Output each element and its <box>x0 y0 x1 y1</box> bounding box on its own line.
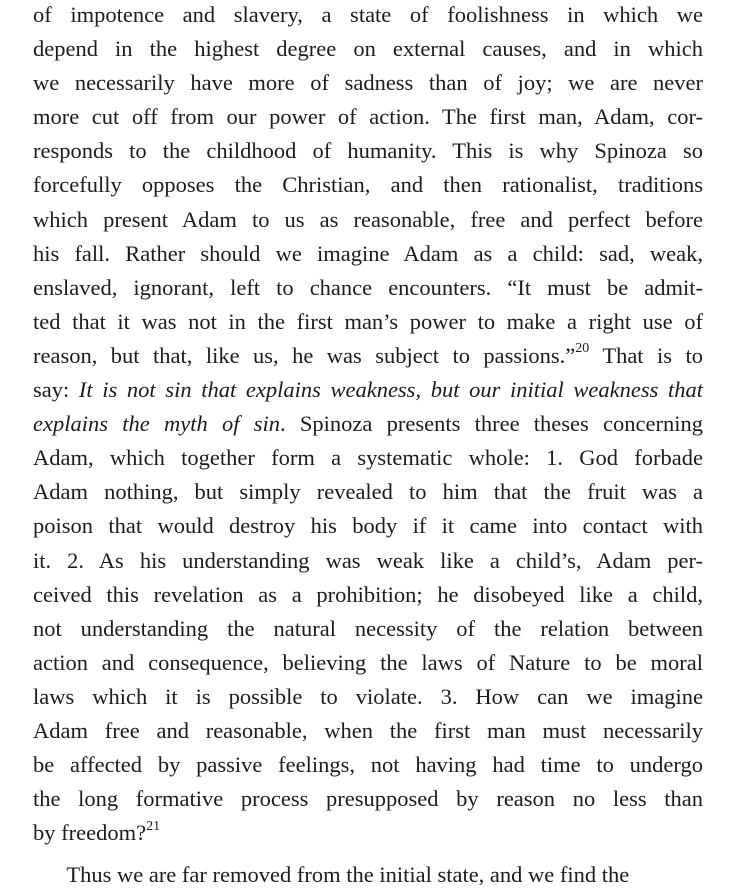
text-line <box>33 441 703 475</box>
text-line <box>33 100 703 134</box>
text-segment: ted that it was not in the first man’s power to make a right use of <box>33 308 703 334</box>
text-line <box>33 748 703 782</box>
text-line <box>33 32 703 66</box>
text-segment: laws which it is possible to violate. 3. How can we imagine <box>33 683 703 709</box>
text-line <box>33 646 703 680</box>
text-segment: the long formative process presupposed by reason no less than <box>33 786 703 812</box>
cut-off-text-line <box>33 858 703 892</box>
text-line <box>33 168 703 202</box>
text-segment: ceived this revelation as a prohibition; he disobeyed like a child, <box>33 581 703 607</box>
text-segment: responds to the childhood of humanity. This is why Spinoza so <box>33 138 703 164</box>
text-segment: forcefully opposes the Christian, and then rationalist, traditions <box>33 172 703 198</box>
text-line <box>33 407 703 441</box>
text-line <box>33 612 703 646</box>
text-line <box>33 0 703 32</box>
emphasized-text: explains the myth of sin <box>33 411 280 437</box>
text-segment: by freedom? <box>33 820 147 846</box>
emphasized-text: It is not sin that explains weakness, but our initial weakness that <box>78 377 704 403</box>
text-line <box>33 782 703 816</box>
text-line <box>33 816 703 850</box>
text-line <box>33 544 703 578</box>
text-segment: That is to <box>589 342 703 368</box>
text-line <box>33 373 703 407</box>
text-segment: reason, but that, like us, he was subject to passions.” <box>33 342 576 368</box>
text-segment: depend in the highest degree on external causes, and in which <box>33 36 703 62</box>
text-segment: more cut off from our power of action. The first man, Adam, cor- <box>33 104 703 130</box>
text-segment: Thus we are far removed from the initial state, and we find the <box>33 862 630 888</box>
text-segment: Adam free and reasonable, when the first man must necessarily <box>33 717 703 743</box>
body-text <box>33 0 704 888</box>
footnote-reference: 20 <box>575 341 590 357</box>
text-line <box>33 66 703 100</box>
text-line <box>33 203 703 237</box>
text-line <box>33 305 703 339</box>
text-segment: enslaved, ignorant, left to chance encounters. “It must be admit- <box>33 274 703 300</box>
text-segment: his fall. Rather should we imagine Adam as a child: sad, weak, <box>33 240 703 266</box>
text-segment: of impotence and slavery, a state of foolishness in which we <box>33 2 703 27</box>
text-segment: action and consequence, believing the laws of Nature to be moral <box>33 649 703 675</box>
text-segment: be affected by passive feelings, not having had time to undergo <box>33 752 703 778</box>
text-line <box>33 509 703 543</box>
text-line <box>33 339 703 373</box>
text-segment: we necessarily have more of sadness than of joy; we are never <box>33 70 703 96</box>
text-line <box>33 134 703 168</box>
text-line <box>33 714 703 748</box>
text-segment: Adam, which together form a systematic whole: 1. God forbade <box>33 445 703 471</box>
text-line <box>33 237 703 271</box>
text-segment: say: <box>33 377 79 403</box>
text-segment: Adam nothing, but simply revealed to him that the fruit was a <box>33 479 703 505</box>
text-line <box>33 578 703 612</box>
text-segment: poison that would destroy his body if it came into contact with <box>33 513 703 539</box>
text-line <box>33 271 703 305</box>
text-segment: which present Adam to us as reasonable, free and perfect before <box>33 206 703 232</box>
footnote-reference: 21 <box>146 818 161 834</box>
text-line <box>33 680 703 714</box>
text-segment: . Spinoza presents three theses concerning <box>279 411 704 437</box>
text-segment: not understanding the natural necessity of the relation between <box>33 615 703 641</box>
text-line <box>33 475 703 509</box>
text-segment: it. 2. As his understanding was weak like a child’s, Adam per- <box>33 547 703 573</box>
